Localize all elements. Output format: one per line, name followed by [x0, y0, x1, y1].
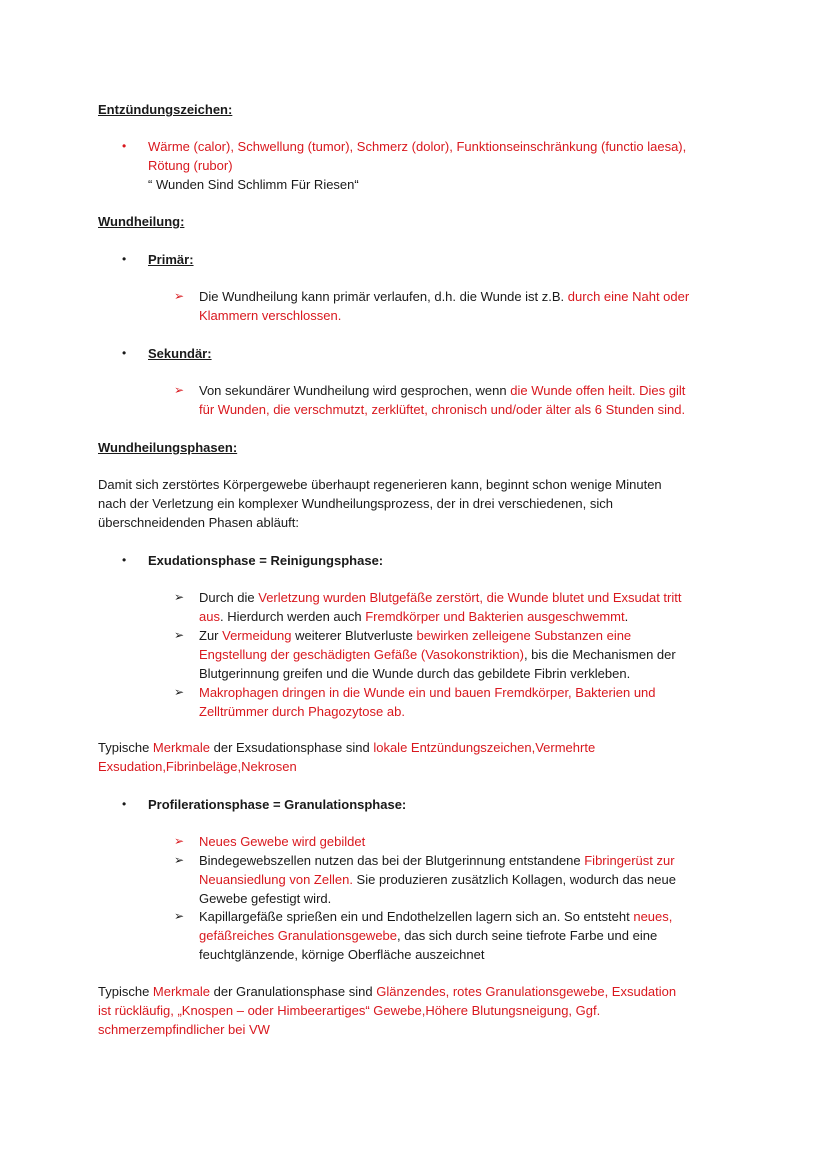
text-span: Durch die: [199, 590, 259, 605]
proliferation-title: Profilerationsphase = Granulationsphase:: [148, 797, 407, 812]
text-span-red: neues,: [633, 909, 673, 924]
intro-line-2: nach der Verletzung ein komplexer Wundheilungsprozess, der in drei verschiedenen, sich: [98, 496, 613, 511]
text-span: Zur: [199, 628, 223, 643]
arrow-bullet-icon: ➢: [174, 628, 185, 642]
exudation-item-1-line-1: [199, 588, 681, 607]
text-span: Kapillargefäße sprießen ein und Endothelzellen lagern sich an. So entsteht: [199, 909, 634, 924]
exudation-item-2-line-3: Blutgerinnung greifen und die Wunde durch das gebildete Fibrin verkleben.: [199, 666, 631, 681]
inflammation-signs-line-1: Wärme (calor), Schwellung (tumor), Schmerz (dolor), Funktionseinschränkung (functio laesa),: [148, 139, 687, 154]
exudation-title: Exudationsphase = Reinigungsphase:: [148, 553, 384, 568]
text-span-red: Fremdkörper und Bakterien ausgeschwemmt: [365, 609, 625, 624]
proliferation-item-3-line-1: [199, 907, 672, 926]
heading-wundheilungsphasen: Wundheilungsphasen:: [98, 440, 238, 455]
text-span-red: Vermeidung: [222, 628, 292, 643]
text-span: , das sich durch seine tiefrote Farbe und eine: [397, 928, 658, 943]
text-span: der Granulationsphase sind: [210, 984, 377, 999]
bullet-dot: •: [122, 553, 127, 567]
text-span: Von sekundärer Wundheilung wird gesprochen, wenn: [199, 383, 511, 398]
text-span-red: durch eine Naht oder: [567, 289, 690, 304]
bullet-dot: •: [122, 252, 127, 266]
proliferation-item-2-line-3: Gewebe gefestigt wird.: [199, 891, 332, 906]
text-span-red: aus: [199, 609, 220, 624]
label-primaer: Primär:: [148, 252, 194, 267]
primaer-text-line-2: Klammern verschlossen.: [199, 308, 342, 323]
sekundaer-text-line-1: [199, 381, 685, 400]
arrow-bullet-icon: ➢: [174, 853, 185, 867]
intro-line-3: überschneidenden Phasen abläuft:: [98, 515, 299, 530]
proliferation-item-1: Neues Gewebe wird gebildet: [199, 834, 366, 849]
text-span: Bindegewebszellen nutzen das bei der Blutgerinnung entstandene: [199, 853, 585, 868]
text-span: . Hierdurch werden auch: [219, 609, 366, 624]
label-sekundaer: Sekundär:: [148, 346, 212, 361]
arrow-bullet-icon: ➢: [174, 834, 185, 848]
exudation-item-3-line-2: Zelltrümmer durch Phagozytose ab.: [199, 704, 405, 719]
text-span: Die Wundheilung kann primär verlaufen, d.h. die Wunde ist z.B.: [199, 289, 568, 304]
granulation-features-line-2: ist rückläufig, „Knospen – oder Himbeerartiges“ Gewebe,Höhere Blutungsneigung, Ggf.: [98, 1003, 601, 1018]
text-span-red: Glänzendes, rotes Granulationsgewebe, Exsudation: [376, 984, 677, 999]
text-span: weiterer Blutverluste: [291, 628, 417, 643]
intro-line-1: Damit sich zerstörtes Körpergewebe überhaupt regenerieren kann, beginnt schon wenige Minuten: [98, 477, 662, 492]
text-span: der Exsudationsphase sind: [210, 740, 374, 755]
bullet-dot: •: [122, 139, 127, 153]
arrow-bullet-icon: ➢: [174, 590, 185, 604]
exudation-features-line-2: Exsudation,Fibrinbeläge,Nekrosen: [98, 759, 297, 774]
text-span: , bis die Mechanismen der: [523, 647, 676, 662]
arrow-bullet-icon: ➢: [174, 909, 185, 923]
granulation-features-line-1: [98, 982, 676, 1001]
exudation-features-line-1: [98, 738, 595, 757]
text-span-red: lokale Entzündungszeichen,Vermehrte: [373, 740, 596, 755]
inflammation-signs-line-2: Rötung (rubor): [148, 158, 233, 173]
arrow-bullet-icon: ➢: [174, 383, 185, 397]
text-span-red: Merkmale: [152, 984, 210, 999]
exudation-item-2-line-2: [199, 645, 676, 664]
proliferation-item-3-line-2: [199, 926, 657, 945]
mnemonic: “ Wunden Sind Schlimm Für Riesen“: [148, 177, 359, 192]
granulation-features-line-3: schmerzempfindlicher bei VW: [98, 1022, 270, 1037]
exudation-item-1-line-2: [199, 607, 628, 626]
text-span-red: gefäßreiches Granulationsgewebe: [199, 928, 398, 943]
bullet-dot: •: [122, 797, 127, 811]
text-span-red: Neuansiedlung von Zellen.: [199, 872, 353, 887]
bullet-dot: •: [122, 346, 127, 360]
heading-entzuendungszeichen: Entzündungszeichen:: [98, 102, 233, 117]
text-span: Typische: [98, 740, 153, 755]
exudation-item-3-line-1: Makrophagen dringen in die Wunde ein und bauen Fremdkörper, Bakterien und: [199, 685, 656, 700]
text-span-red: die Wunde offen heilt. Dies gilt: [510, 383, 686, 398]
arrow-bullet-icon: ➢: [174, 685, 185, 699]
text-span: .: [624, 609, 629, 624]
heading-wundheilung: Wundheilung:: [98, 214, 185, 229]
text-span-red: bewirken zelleigene Substanzen eine: [416, 628, 632, 643]
text-span-red: Merkmale: [152, 740, 210, 755]
text-span: Sie produzieren zusätzlich Kollagen, wodurch das neue: [352, 872, 676, 887]
arrow-bullet-icon: ➢: [174, 289, 185, 303]
sekundaer-text-line-2: für Wunden, die verschmutzt, zerklüftet, chronisch und/oder älter als 6 Stunden sind.: [199, 402, 686, 417]
proliferation-item-3-line-3: feuchtglänzende, körnige Oberfläche auszeichnet: [199, 947, 485, 962]
text-span: Typische: [98, 984, 153, 999]
exudation-item-2-line-1: [199, 626, 631, 645]
proliferation-item-2-line-1: [199, 851, 675, 870]
text-span-red: Fibringerüst zur: [584, 853, 675, 868]
text-span-red: Verletzung wurden Blutgefäße zerstört, die Wunde blutet und Exsudat tritt: [258, 590, 682, 605]
proliferation-item-2-line-2: [199, 870, 676, 889]
text-span-red: Engstellung der geschädigten Gefäße (Vasokonstriktion): [199, 647, 524, 662]
primaer-text-line-1: [199, 287, 689, 306]
